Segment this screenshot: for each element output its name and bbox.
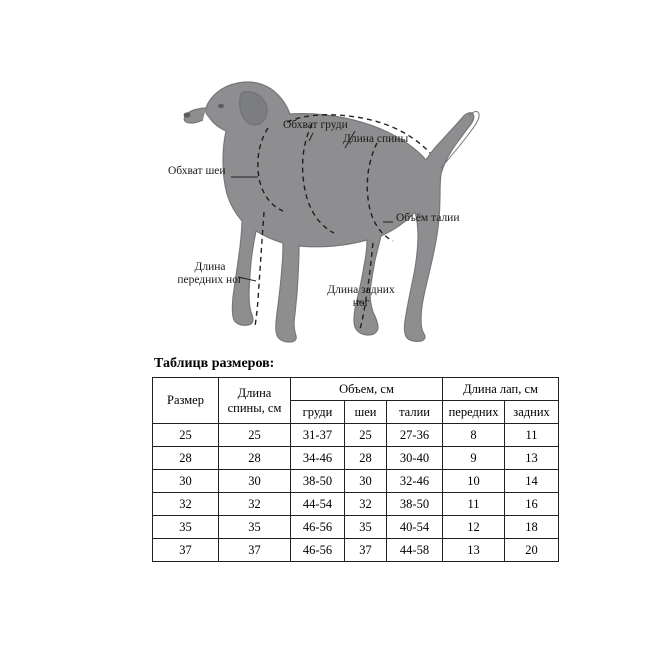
annotation-rear-leg-length-line2: ног bbox=[352, 297, 370, 310]
table-row bbox=[153, 493, 559, 516]
annotation-front-leg-length-line1: Длина bbox=[194, 261, 226, 273]
cell-rear: 13 bbox=[505, 447, 559, 470]
cell-rear: 20 bbox=[505, 539, 559, 562]
size-table-block bbox=[152, 356, 550, 562]
cell-rear: 16 bbox=[505, 493, 559, 516]
size-table-title: Таблицв размеров: bbox=[154, 356, 275, 371]
cell-waist: 32-46 bbox=[387, 470, 443, 493]
header-back-length bbox=[219, 378, 291, 424]
cell-front: 8 bbox=[443, 424, 505, 447]
table-row bbox=[153, 424, 559, 447]
cell-size: 37 bbox=[153, 539, 219, 562]
annotation-rear-leg-length bbox=[318, 284, 404, 310]
cell-rear: 14 bbox=[505, 470, 559, 493]
cell-chest: 46-56 bbox=[291, 516, 345, 539]
size-table-body bbox=[153, 424, 559, 562]
annotation-front-leg-length-line2: передних ног bbox=[177, 274, 243, 287]
cell-neck: 25 bbox=[345, 424, 387, 447]
cell-rear: 11 bbox=[505, 424, 559, 447]
header-volume-waist: талии bbox=[387, 401, 443, 424]
cell-rear: 18 bbox=[505, 516, 559, 539]
cell-waist: 38-50 bbox=[387, 493, 443, 516]
header-volume-neck: шеи bbox=[345, 401, 387, 424]
cell-front: 12 bbox=[443, 516, 505, 539]
size-table bbox=[152, 377, 559, 562]
cell-size: 32 bbox=[153, 493, 219, 516]
cell-waist: 44-58 bbox=[387, 539, 443, 562]
annotation-chest-girth: Обхват груди bbox=[283, 119, 348, 131]
header-volume-chest: груди bbox=[291, 401, 345, 424]
cell-size: 35 bbox=[153, 516, 219, 539]
cell-chest: 34-46 bbox=[291, 447, 345, 470]
cell-chest: 44-54 bbox=[291, 493, 345, 516]
cell-waist: 40-54 bbox=[387, 516, 443, 539]
table-row bbox=[153, 447, 559, 470]
cell-neck: 28 bbox=[345, 447, 387, 470]
cell-back: 30 bbox=[219, 470, 291, 493]
header-volume-group: Объем, см bbox=[291, 378, 443, 401]
header-leg-front: передних bbox=[443, 401, 505, 424]
header-size: Размер bbox=[153, 378, 219, 424]
annotation-front-leg-length bbox=[155, 261, 265, 287]
cell-neck: 35 bbox=[345, 516, 387, 539]
annotation-rear-leg-length-line1: Длина задних bbox=[327, 284, 395, 296]
cell-front: 10 bbox=[443, 470, 505, 493]
cell-size: 30 bbox=[153, 470, 219, 493]
table-header-row-1 bbox=[153, 378, 559, 401]
cell-chest: 46-56 bbox=[291, 539, 345, 562]
cell-front: 11 bbox=[443, 493, 505, 516]
cell-neck: 32 bbox=[345, 493, 387, 516]
header-leg-rear: задних bbox=[505, 401, 559, 424]
cell-back: 32 bbox=[219, 493, 291, 516]
cell-neck: 30 bbox=[345, 470, 387, 493]
cell-size: 28 bbox=[153, 447, 219, 470]
cell-waist: 27-36 bbox=[387, 424, 443, 447]
header-leg-group: Длина лап, см bbox=[443, 378, 559, 401]
cell-back: 25 bbox=[219, 424, 291, 447]
header-back-length-line2: спины, см bbox=[227, 400, 282, 415]
annotation-waist-girth: Объём талии bbox=[396, 212, 460, 224]
cell-chest: 38-50 bbox=[291, 470, 345, 493]
cell-size: 25 bbox=[153, 424, 219, 447]
cell-neck: 37 bbox=[345, 539, 387, 562]
cell-back: 35 bbox=[219, 516, 291, 539]
cell-back: 37 bbox=[219, 539, 291, 562]
annotation-neck-girth: Обхват шеи bbox=[168, 165, 226, 177]
table-row bbox=[153, 470, 559, 493]
cell-front: 9 bbox=[443, 447, 505, 470]
annotation-back-length: Длина спины bbox=[343, 133, 409, 145]
cell-back: 28 bbox=[219, 447, 291, 470]
table-row bbox=[153, 539, 559, 562]
cell-chest: 31-37 bbox=[291, 424, 345, 447]
cell-waist: 30-40 bbox=[387, 447, 443, 470]
header-back-length-line1: Длина bbox=[237, 385, 272, 400]
cell-front: 13 bbox=[443, 539, 505, 562]
table-row bbox=[153, 516, 559, 539]
